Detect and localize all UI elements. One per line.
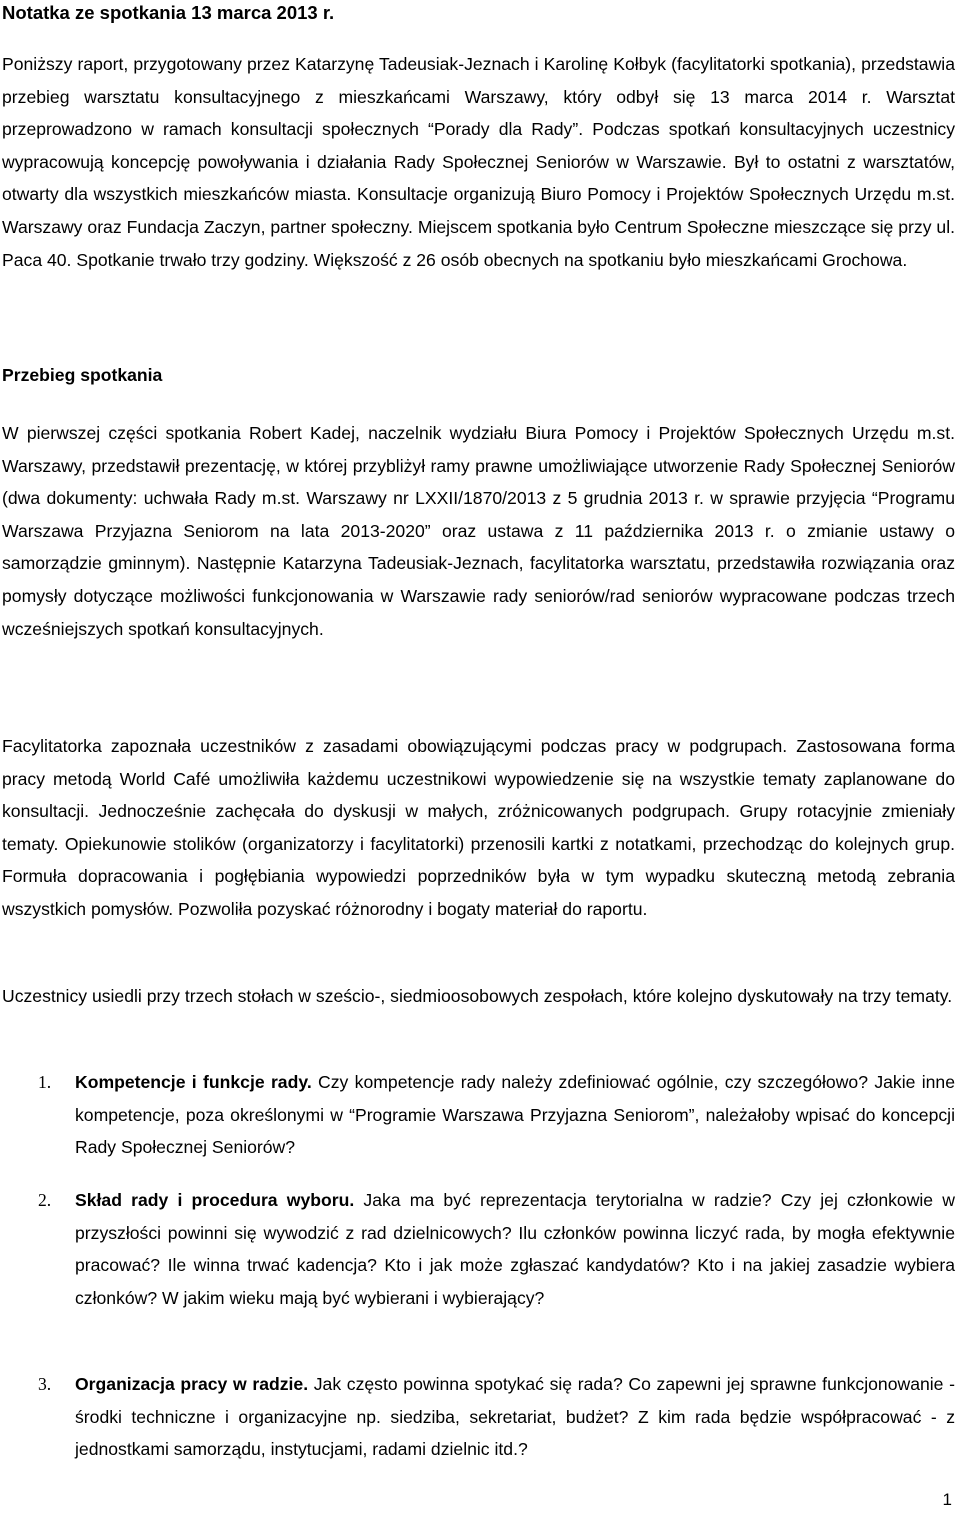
list-item-heading: Organizacja pracy w radzie. bbox=[75, 1374, 309, 1394]
intro-paragraph: Poniższy raport, przygotowany przez Katarzynę Tadeusiak-Jeznach i Karolinę Kołbyk (facylitatorki spotkania), przedstawia przebieg warsztatu konsultacyjnego z mieszkańcami Warszawy, który odbył się 13 marca 2014 r. Warsztat przeprowadzono w ramach konsultacji społecznych “Porady dla Rady”. Podczas spotkań konsultacyjnych uczestnicy wypracowują koncepcję powoływania i działania Rady Społecznej Seniorów w Warszawie. Był to ostatni z warsztatów, otwarty dla wszystkich mieszkańców miasta. Konsultacje organizują Biuro Pomocy i Projektów Społecznych Urzędu m.st. Warszawy oraz Fundacja Zaczyn, partner społeczny. Miejscem spotkania było Centrum Społeczne mieszczące się przy ul. Paca 40. Spotkanie trwało trzy godziny. Większość z 26 osób obecnych na spotkaniu było mieszkańcami Grochowa. bbox=[2, 54, 955, 270]
list-item-body: Czy kompetencje rady należy zdefiniować ogólnie, czy szczegółowo? Jakie inne kompetencje, poza określonymi w “Programie Warszawa Przyjazna Seniorom”, należałoby wpisać do koncepcji Rady Społecznej Seniorów? bbox=[75, 1072, 955, 1158]
list-item-number: 1. bbox=[38, 1072, 52, 1092]
list-item-body: Jak często powinna spotykać się rada? Co zapewni jej sprawne funkcjonowanie - środki techniczne i organizacyjne np. siedziba, sekretariat, budżet? Z kim rada będzie współpracować - z jednostkami samorządu, instytucjami, radami dzielnic itd.? bbox=[75, 1374, 955, 1460]
paragraph-groups: Uczestnicy usiedli przy trzech stołach w sześcio-, siedmioosobowych zespołach, które kolejno dyskutowały na trzy tematy. bbox=[2, 986, 953, 1006]
list-item-text bbox=[75, 1368, 955, 1466]
list-item-number: 3. bbox=[38, 1374, 52, 1394]
page-number: 1 bbox=[942, 1490, 952, 1509]
list-item-heading: Kompetencje i funkcje rady. bbox=[75, 1072, 312, 1092]
document-title: Notatka ze spotkania 13 marca 2013 r. bbox=[2, 2, 335, 23]
section-heading: Przebieg spotkania bbox=[2, 365, 163, 385]
list-item-heading: Skład rady i procedura wyboru. bbox=[75, 1190, 355, 1210]
list-item-number: 2. bbox=[38, 1190, 52, 1210]
paragraph-method: Facylitatorka zapoznała uczestników z zasadami obowiązującymi podczas pracy w podgrupach. Zastosowana forma pracy metodą World Café umożliwiła każdemu uczestnikowi wypowiedzenie się na wszystkie tematy zaplanowane do konsultacji. Jednocześnie zachęcała do dyskusji w małych, zróżnicowanych podgrupach. Grupy rotacyjnie zmieniały tematy. Opiekunowie stolików (organizatorzy i facylitatorki) przenosili kartki z notatkami, przechodząc do kolejnych grup. Formuła dopracowania i pogłębiania wypowiedzi poprzedników była w tym wypadku skuteczną metodą zebrania wszystkich pomysłów. Pozwoliła pozyskać różnorodny i bogaty materiał do raportu. bbox=[2, 736, 955, 919]
list-item-text bbox=[75, 1184, 955, 1314]
paragraph-presentation: W pierwszej części spotkania Robert Kadej, naczelnik wydziału Biura Pomocy i Projektów Społecznych Urzędu m.st. Warszawy, przedstawił prezentację, w której przybliżył ramy prawne umożliwiające utworzenie Rady Społecznej Seniorów (dwa dokumenty: uchwała Rady m.st. Warszawy nr LXXII/1870/2013 z 5 grudnia 2013 r. w sprawie przyjęcia “Programu Warszawa Przyjazna Seniorom na lata 2013-2020” oraz ustawa z 11 października 2013 r. o zmianie ustawy o samorządzie gminnym). Następnie Katarzyna Tadeusiak-Jeznach, facylitatorka warsztatu, przedstawiła rozwiązania oraz pomysły dotyczące możliwości funkcjonowania w Warszawie rady seniorów/rad seniorów wypracowane podczas trzech wcześniejszych spotkań konsultacyjnych. bbox=[2, 423, 955, 639]
list-item-body: Jaka ma być reprezentacja terytorialna w radzie? Czy jej członkowie w przyszłości powinni się wywodzić z rad dzielnicowych? Ilu członków powinna liczyć rada, by mogła efektywnie pracować? Ile winna trwać kadencja? Kto i jak może zgłaszać kandydatów? Kto i na jakiej zasadzie wybiera członków? W jakim wieku mają być wybierani i wybierający? bbox=[75, 1190, 955, 1308]
list-item-text bbox=[75, 1066, 955, 1164]
